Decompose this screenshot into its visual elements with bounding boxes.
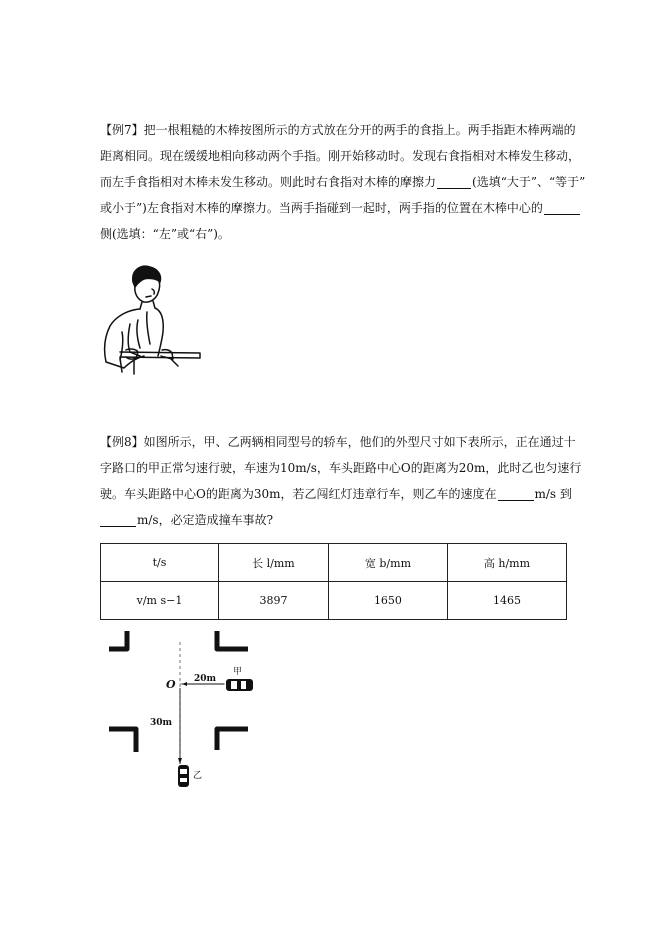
example-8-question	[100, 429, 582, 533]
distance-label-jia: 20m	[194, 674, 217, 684]
road-corner-top-right	[217, 631, 248, 649]
road-corner-bottom-right	[217, 729, 248, 750]
table-header-cell: 长 l/mm	[218, 544, 328, 582]
road-corner-bottom-left	[109, 729, 136, 752]
car-dimensions-table	[100, 543, 567, 620]
example-8-line-1: 【例8】如图所示，甲、乙两辆相同型号的轿车，他们的外型尺寸如下表所示，正在通过十	[100, 435, 576, 449]
man-holding-stick-illustration	[100, 262, 204, 376]
table-cell: 1465	[447, 582, 566, 620]
table-header-row	[101, 544, 567, 582]
car-jia-icon	[226, 679, 253, 691]
example-7-question	[100, 117, 586, 247]
table-header-cell: 宽 b/mm	[328, 544, 447, 582]
example-8-line-4: m/s，必定造成撞车事故?	[100, 507, 568, 533]
example-8-line-2: 字路口的甲正常匀速行驶，车速为10m/s，车头距路中心O的距离为20m，此时乙也匀速行	[100, 461, 582, 475]
arrowhead	[178, 758, 182, 764]
table-header-cell: t/s	[101, 544, 219, 582]
car-yi-label: 乙	[193, 771, 203, 781]
table-cell: v/m s−1	[101, 582, 219, 620]
example-7-line-2: 距离相同。现在缓缓地相向移动两个手指。刚开始移动时。发现右食指相对木棒发生移动，	[100, 149, 581, 163]
distance-label-yi: 30m	[150, 718, 173, 728]
example-7-line-1: 【例7】把一根粗糙的木棒按图所示的方式放在分开的两手的食指上。两手指距木棒两端的	[100, 123, 576, 137]
intersection-diagram	[100, 622, 260, 790]
answer-blank-side[interactable]	[544, 199, 580, 215]
arrowhead	[182, 682, 187, 686]
example-7-line-3: 而左手食指相对木棒未发生移动。则此时右食指对木棒的摩擦力 (选填“大于”、“等于”	[100, 175, 586, 189]
table-cell: 1650	[328, 582, 447, 620]
car-jia-label: 甲	[233, 667, 243, 677]
example-7-line-5: 侧(选填：“左”或“右”)。	[100, 227, 230, 241]
answer-blank-speed-min[interactable]	[498, 485, 534, 501]
example-7-line-4: 或小于”)左食指对木棒的摩擦力。当两手指碰到一起时，两手指的位置在木棒中心的	[100, 195, 568, 221]
answer-blank-friction[interactable]	[437, 173, 471, 189]
table-header-cell: 高 h/mm	[447, 544, 566, 582]
example-8-line-3: 驶。车头距路中心O的距离为30m，若乙闯红灯违章行车，则乙车的速度在 m/s 到	[100, 487, 572, 501]
answer-blank-speed-max[interactable]	[100, 511, 136, 527]
car-yi-icon	[178, 765, 189, 787]
center-point-label: O	[166, 678, 176, 691]
table-cell: 3897	[218, 582, 328, 620]
table-row	[101, 582, 567, 620]
road-corner-top-left	[109, 631, 127, 649]
